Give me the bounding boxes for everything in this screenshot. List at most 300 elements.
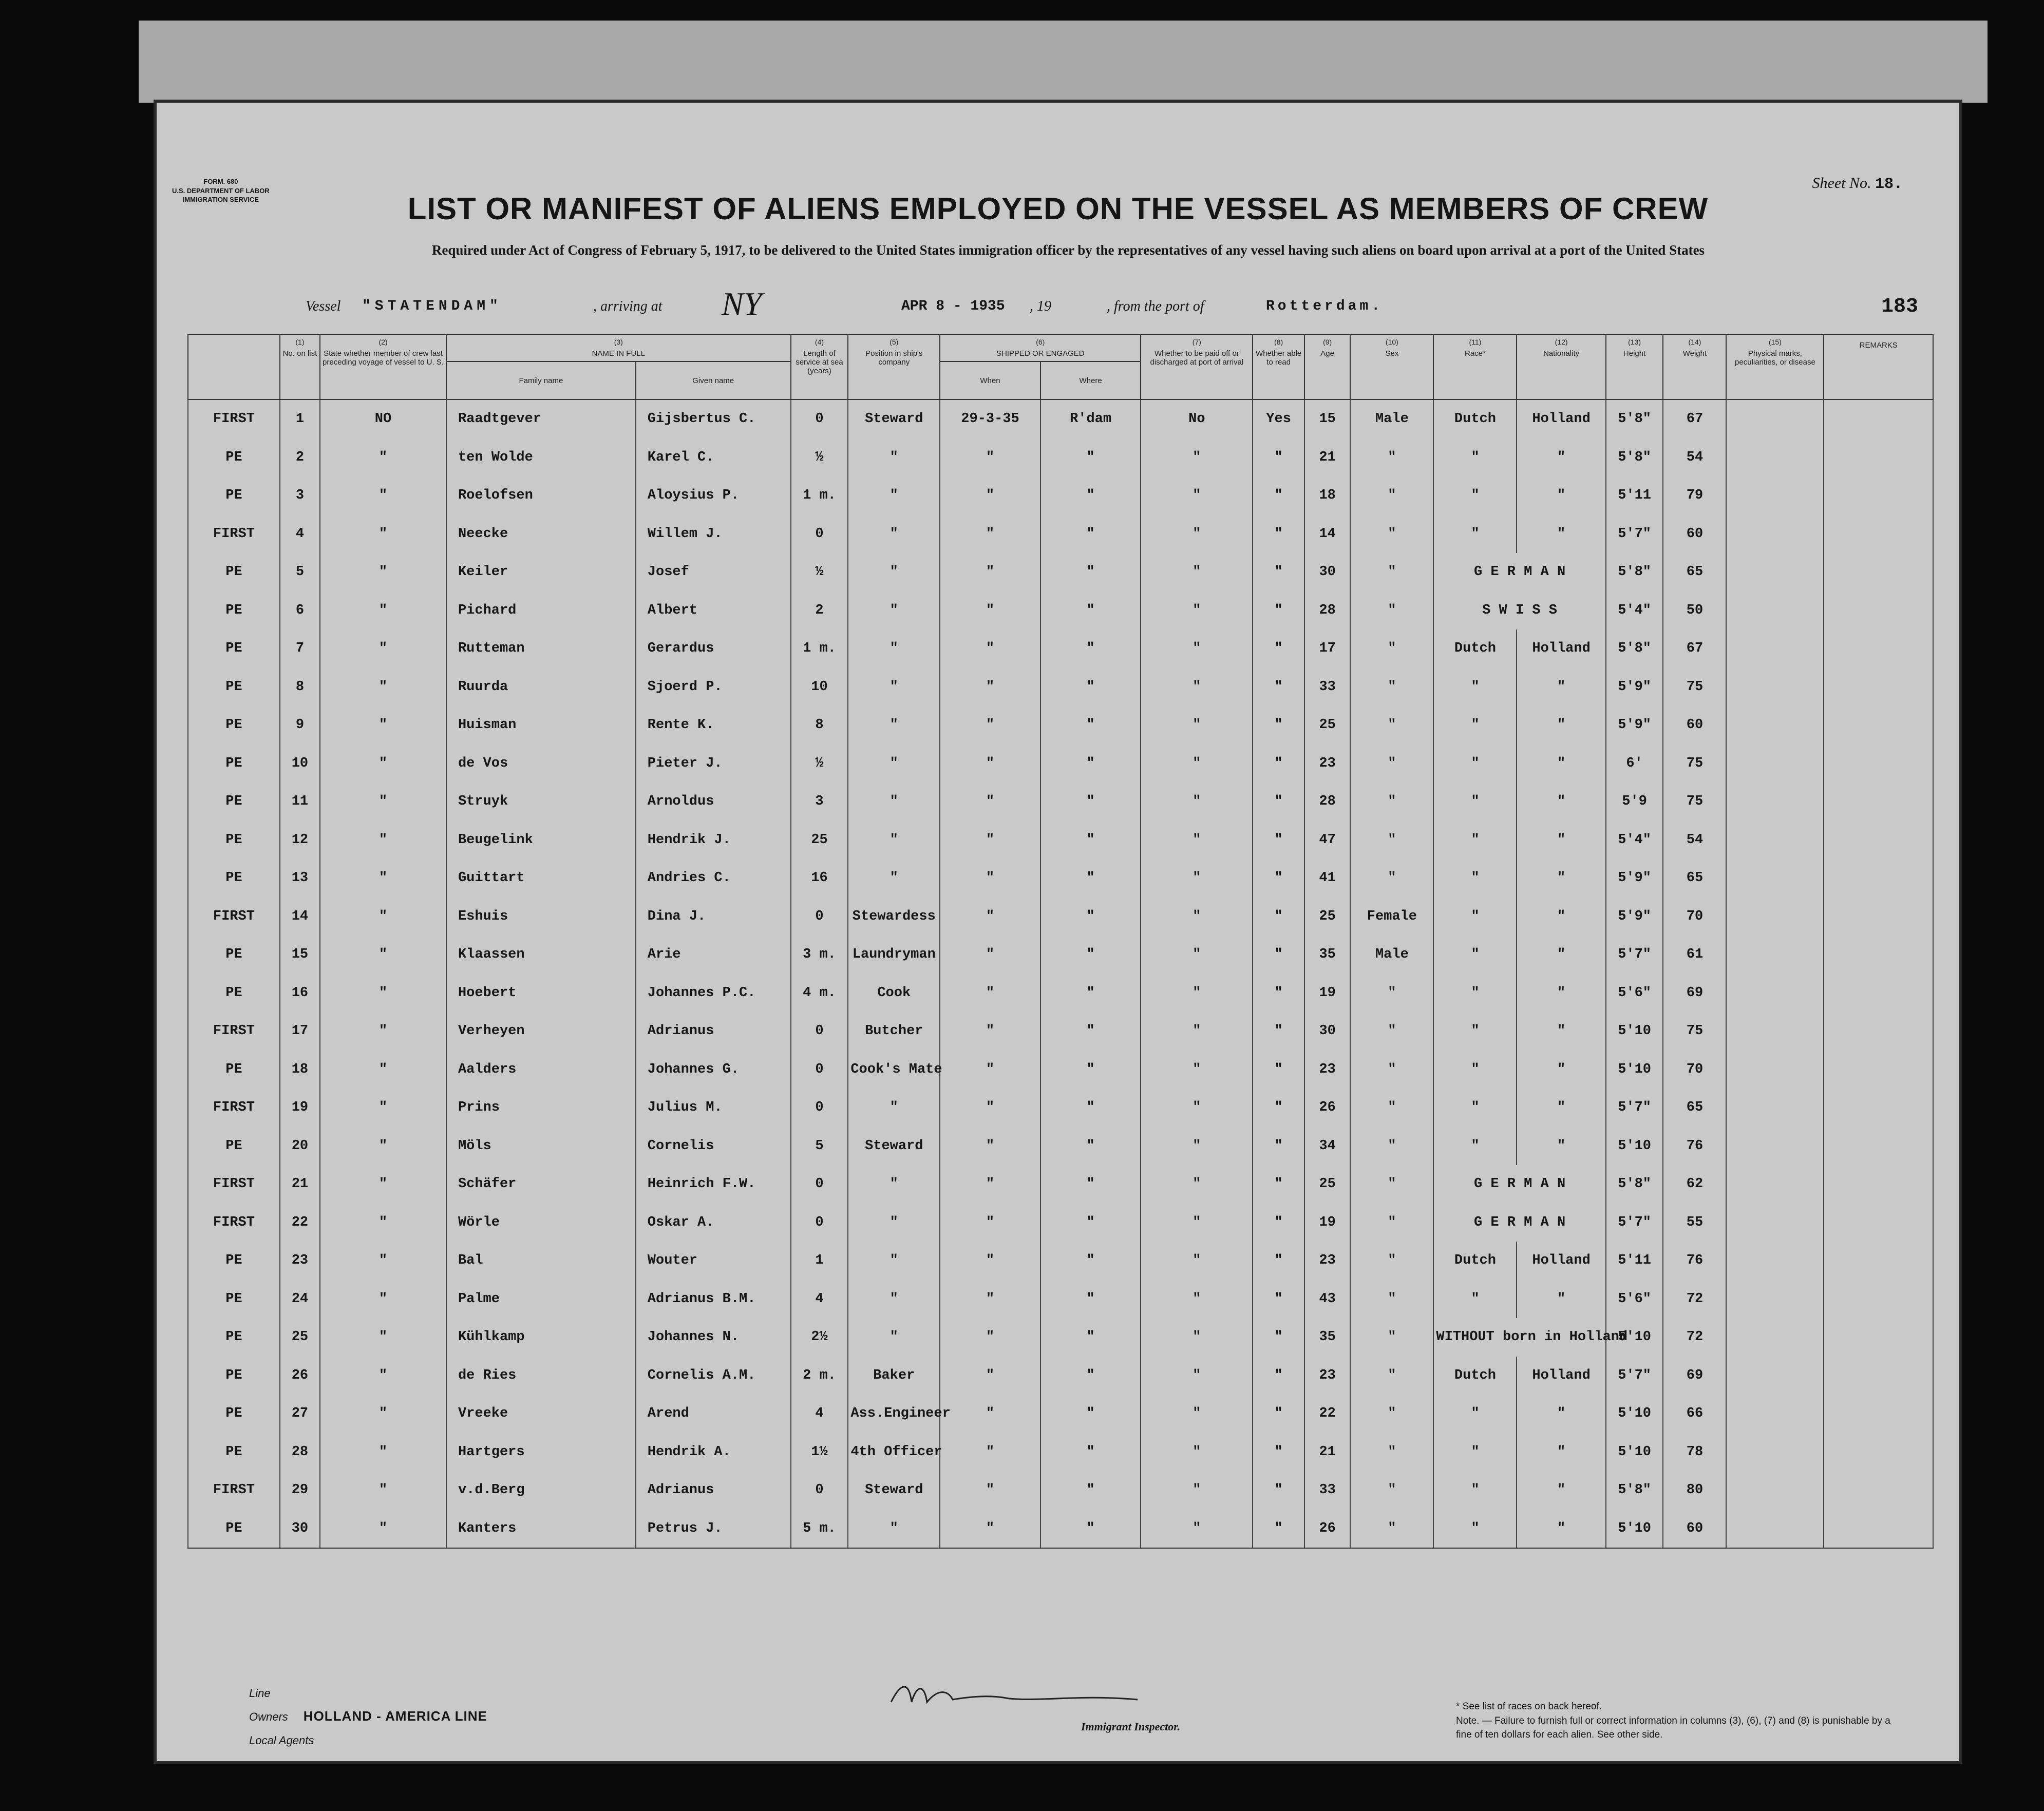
crew-rows — [188, 399, 1933, 1548]
cell-nationality: Holland — [1517, 1357, 1605, 1395]
cell-paid-off: " — [1141, 1204, 1253, 1242]
table-row — [188, 1051, 1933, 1089]
cell-paid-off: " — [1141, 1089, 1253, 1127]
cell-where: " — [1040, 745, 1141, 783]
cell-remarks — [1824, 1433, 1933, 1472]
cell-weight: 79 — [1663, 476, 1726, 515]
cell-sex: " — [1350, 1395, 1433, 1433]
vessel-line — [306, 285, 1898, 322]
cell-race: " — [1433, 1089, 1517, 1127]
cell-prev-voyage: " — [320, 1242, 446, 1280]
cell-sex: " — [1350, 1204, 1433, 1242]
cell-remarks — [1824, 1012, 1933, 1051]
table-row — [188, 1357, 1933, 1395]
cell-age: 14 — [1304, 515, 1350, 554]
inspector-signature — [886, 1679, 1143, 1710]
cell-family-name: Huisman — [446, 706, 636, 745]
cell-where: " — [1040, 936, 1141, 974]
cell-read: " — [1253, 1204, 1304, 1242]
cell-given-name: Adrianus B.M. — [636, 1280, 791, 1319]
cell-given-name: Johannes G. — [636, 1051, 791, 1089]
cell-read: " — [1253, 553, 1304, 592]
cell-weight: 76 — [1663, 1242, 1726, 1280]
cell-age: 26 — [1304, 1510, 1350, 1549]
col-no-header: (1) No. on list — [280, 334, 320, 399]
cell-family-name: Verheyen — [446, 1012, 636, 1051]
cell-age: 41 — [1304, 859, 1350, 898]
cell-no: 4 — [280, 515, 320, 554]
cell-sex: " — [1350, 1510, 1433, 1549]
cell-given-name: Dina J. — [636, 898, 791, 936]
cell-prev-voyage: " — [320, 783, 446, 821]
cell-marks — [1726, 974, 1824, 1013]
cell-read: " — [1253, 859, 1304, 898]
cell-remarks — [1824, 1280, 1933, 1319]
cell-position: " — [848, 553, 940, 592]
cell-class: PE — [188, 630, 280, 668]
cell-age: 17 — [1304, 630, 1350, 668]
col-when-header: When — [940, 361, 1040, 399]
table-row — [188, 592, 1933, 630]
cell-position: Ass.Engineer — [848, 1395, 940, 1433]
cell-position: Steward — [848, 1471, 940, 1510]
manifest-sheet — [157, 103, 1959, 1761]
cell-family-name: Palme — [446, 1280, 636, 1319]
table-row — [188, 821, 1933, 860]
cell-remarks — [1824, 1395, 1933, 1433]
cell-nationality: " — [1517, 706, 1605, 745]
cell-remarks — [1824, 745, 1933, 783]
cell-service: 3 — [791, 783, 848, 821]
cell-service: 2 — [791, 592, 848, 630]
cell-weight: 76 — [1663, 1127, 1726, 1166]
cell-where: " — [1040, 821, 1141, 860]
cell-nationality: " — [1517, 936, 1605, 974]
cell-no: 22 — [280, 1204, 320, 1242]
cell-marks — [1726, 668, 1824, 707]
cell-sex: " — [1350, 515, 1433, 554]
cell-where: " — [1040, 1051, 1141, 1089]
cell-given-name: Julius M. — [636, 1089, 791, 1127]
cell-service: 4 m. — [791, 974, 848, 1013]
cell-nationality: " — [1517, 821, 1605, 860]
cell-read: " — [1253, 974, 1304, 1013]
cell-given-name: Pieter J. — [636, 745, 791, 783]
cell-family-name: Hartgers — [446, 1433, 636, 1472]
cell-position: " — [848, 668, 940, 707]
cell-race: Dutch — [1433, 1357, 1517, 1395]
vessel-label: Vessel — [306, 298, 341, 314]
cell-read: " — [1253, 898, 1304, 936]
cell-service: 0 — [791, 1471, 848, 1510]
cell-family-name: Prins — [446, 1089, 636, 1127]
cell-age: 35 — [1304, 1318, 1350, 1357]
sheet-number-label: Sheet No. — [1812, 175, 1871, 192]
cell-nationality: " — [1517, 859, 1605, 898]
cell-height: 5'10 — [1606, 1433, 1663, 1472]
cell-race: Dutch — [1433, 1242, 1517, 1280]
cell-service: 25 — [791, 821, 848, 860]
cell-no: 10 — [280, 745, 320, 783]
cell-no: 29 — [280, 1471, 320, 1510]
cell-where: " — [1040, 630, 1141, 668]
cell-when: " — [940, 1471, 1040, 1510]
cell-remarks — [1824, 399, 1933, 439]
cell-paid-off: " — [1141, 1242, 1253, 1280]
cell-age: 26 — [1304, 1089, 1350, 1127]
cell-given-name: Willem J. — [636, 515, 791, 554]
cell-weight: 61 — [1663, 936, 1726, 974]
cell-where: " — [1040, 1165, 1141, 1204]
cell-where: " — [1040, 859, 1141, 898]
cell-nationality: " — [1517, 439, 1605, 477]
cell-class: FIRST — [188, 1204, 280, 1242]
cell-given-name: Karel C. — [636, 439, 791, 477]
cell-when: " — [940, 1357, 1040, 1395]
races-footnote: * See list of races on back hereof. — [1456, 1701, 1602, 1712]
col-position-header: (5) Position in ship's company — [848, 334, 940, 399]
cell-family-name: Pichard — [446, 592, 636, 630]
cell-weight: 54 — [1663, 821, 1726, 860]
cell-nationality: " — [1517, 1012, 1605, 1051]
cell-remarks — [1824, 1357, 1933, 1395]
cell-paid-off: " — [1141, 1012, 1253, 1051]
cell-paid-off: " — [1141, 1280, 1253, 1319]
cell-no: 3 — [280, 476, 320, 515]
cell-service: 16 — [791, 859, 848, 898]
cell-service: 4 — [791, 1395, 848, 1433]
col-age-header: (9) Age — [1304, 334, 1350, 399]
cell-remarks — [1824, 476, 1933, 515]
cell-no: 9 — [280, 706, 320, 745]
col-name-header: (3) NAME IN FULL — [446, 334, 791, 361]
cell-no: 6 — [280, 592, 320, 630]
cell-position: " — [848, 821, 940, 860]
cell-service: 2 m. — [791, 1357, 848, 1395]
cell-sex: Male — [1350, 399, 1433, 439]
cell-family-name: Roelofsen — [446, 476, 636, 515]
cell-when: " — [940, 1433, 1040, 1472]
cell-when: " — [940, 553, 1040, 592]
cell-read: " — [1253, 1280, 1304, 1319]
cell-weight: 60 — [1663, 1510, 1726, 1549]
cell-age: 43 — [1304, 1280, 1350, 1319]
cell-prev-voyage: " — [320, 859, 446, 898]
cell-where: " — [1040, 1433, 1141, 1472]
cell-position: " — [848, 706, 940, 745]
owners-stamp: HOLLAND - AMERICA LINE — [303, 1708, 487, 1724]
cell-when: " — [940, 592, 1040, 630]
departure-port: Rotterdam. — [1266, 298, 1384, 314]
cell-class: PE — [188, 592, 280, 630]
cell-paid-off: " — [1141, 859, 1253, 898]
cell-prev-voyage: NO — [320, 399, 446, 439]
cell-no: 28 — [280, 1433, 320, 1472]
cell-prev-voyage: " — [320, 974, 446, 1013]
cell-when: " — [940, 1510, 1040, 1549]
cell-no: 11 — [280, 783, 320, 821]
cell-marks — [1726, 1395, 1824, 1433]
cell-family-name: Kühlkamp — [446, 1318, 636, 1357]
cell-sex: Male — [1350, 936, 1433, 974]
cell-given-name: Cornelis A.M. — [636, 1357, 791, 1395]
cell-class: PE — [188, 745, 280, 783]
cell-race: " — [1433, 439, 1517, 477]
col-given-name-header: Given name — [636, 361, 791, 399]
cell-prev-voyage: " — [320, 1471, 446, 1510]
cell-service: 0 — [791, 1165, 848, 1204]
cell-position: Laundryman — [848, 936, 940, 974]
cell-marks — [1726, 859, 1824, 898]
footer-line: Line — [249, 1687, 271, 1700]
cell-height: 5'7" — [1606, 515, 1663, 554]
cell-when: " — [940, 821, 1040, 860]
cell-no: 27 — [280, 1395, 320, 1433]
cell-nationality: " — [1517, 515, 1605, 554]
cell-race: " — [1433, 1395, 1517, 1433]
cell-weight: 75 — [1663, 783, 1726, 821]
cell-where: " — [1040, 1318, 1141, 1357]
cell-nationality: " — [1517, 668, 1605, 707]
cell-height: 5'8" — [1606, 630, 1663, 668]
cell-sex: " — [1350, 668, 1433, 707]
cell-given-name: Oskar A. — [636, 1204, 791, 1242]
cell-marks — [1726, 936, 1824, 974]
cell-remarks — [1824, 821, 1933, 860]
cell-height: 5'9 — [1606, 783, 1663, 821]
cell-race: " — [1433, 821, 1517, 860]
cell-when: " — [940, 1012, 1040, 1051]
cell-class: PE — [188, 783, 280, 821]
cell-when: " — [940, 1089, 1040, 1127]
cell-sex: " — [1350, 1089, 1433, 1127]
cell-when: " — [940, 668, 1040, 707]
cell-age: 25 — [1304, 706, 1350, 745]
cell-given-name: Arend — [636, 1395, 791, 1433]
cell-prev-voyage: " — [320, 706, 446, 745]
cell-sex: " — [1350, 745, 1433, 783]
cell-marks — [1726, 1127, 1824, 1166]
cell-remarks — [1824, 1510, 1933, 1549]
cell-nationality: " — [1517, 1395, 1605, 1433]
cell-marks — [1726, 1012, 1824, 1051]
cell-given-name: Aloysius P. — [636, 476, 791, 515]
cell-race: " — [1433, 476, 1517, 515]
cell-paid-off: " — [1141, 1471, 1253, 1510]
cell-weight: 75 — [1663, 668, 1726, 707]
cell-paid-off: " — [1141, 1433, 1253, 1472]
cell-service: 5 — [791, 1127, 848, 1166]
cell-class: PE — [188, 706, 280, 745]
cell-when: " — [940, 1395, 1040, 1433]
cell-where: " — [1040, 1012, 1141, 1051]
cell-when: " — [940, 783, 1040, 821]
table-row — [188, 974, 1933, 1013]
cell-family-name: Bal — [446, 1242, 636, 1280]
cell-read: " — [1253, 668, 1304, 707]
cell-family-name: Wörle — [446, 1204, 636, 1242]
cell-marks — [1726, 553, 1824, 592]
cell-service: 0 — [791, 515, 848, 554]
table-row — [188, 1242, 1933, 1280]
cell-age: 30 — [1304, 1012, 1350, 1051]
cell-age: 15 — [1304, 399, 1350, 439]
cell-position: " — [848, 1242, 940, 1280]
cell-age: 30 — [1304, 553, 1350, 592]
cell-given-name: Sjoerd P. — [636, 668, 791, 707]
cell-class: PE — [188, 1318, 280, 1357]
year-label: , 19 — [1030, 298, 1051, 314]
footer-owners: Owners HOLLAND - AMERICA LINE — [249, 1708, 487, 1724]
cell-read: " — [1253, 630, 1304, 668]
cell-marks — [1726, 706, 1824, 745]
cell-race: " — [1433, 783, 1517, 821]
cell-family-name: Keiler — [446, 553, 636, 592]
cell-paid-off: " — [1141, 745, 1253, 783]
form-service: IMMIGRATION SERVICE — [182, 196, 259, 204]
cell-nationality: " — [1517, 898, 1605, 936]
cell-marks — [1726, 745, 1824, 783]
cell-when: 29-3-35 — [940, 399, 1040, 439]
cell-given-name: Arnoldus — [636, 783, 791, 821]
cell-remarks — [1824, 1051, 1933, 1089]
cell-sex: " — [1350, 1471, 1433, 1510]
cell-service: 1 m. — [791, 630, 848, 668]
cell-sex: " — [1350, 821, 1433, 860]
inspector-label: Immigrant Inspector. — [1081, 1720, 1181, 1733]
cell-read: " — [1253, 936, 1304, 974]
cell-prev-voyage: " — [320, 936, 446, 974]
cell-prev-voyage: " — [320, 515, 446, 554]
table-row — [188, 1318, 1933, 1357]
cell-race: WITHOUT born in Holland — [1433, 1318, 1605, 1357]
cell-no: 15 — [280, 936, 320, 974]
cell-class: PE — [188, 1510, 280, 1549]
cell-weight: 60 — [1663, 515, 1726, 554]
cell-when: " — [940, 1318, 1040, 1357]
table-row — [188, 1471, 1933, 1510]
cell-weight: 66 — [1663, 1395, 1726, 1433]
cell-paid-off: " — [1141, 553, 1253, 592]
cell-read: " — [1253, 1510, 1304, 1549]
cell-remarks — [1824, 515, 1933, 554]
cell-age: 19 — [1304, 974, 1350, 1013]
cell-race: S W I S S — [1433, 592, 1605, 630]
cell-nationality: " — [1517, 1280, 1605, 1319]
cell-weight: 75 — [1663, 745, 1726, 783]
page-subtitle: Required under Act of Congress of February 5, 1917, to be delivered to the United States immigration officer by the representatives of any vessel having such aliens on board upon arrival at a port of the United States — [431, 242, 1705, 258]
cell-prev-voyage: " — [320, 1165, 446, 1204]
cell-read: " — [1253, 706, 1304, 745]
cell-family-name: Klaassen — [446, 936, 636, 974]
cell-age: 34 — [1304, 1127, 1350, 1166]
cell-family-name: Beugelink — [446, 821, 636, 860]
cell-when: " — [940, 1051, 1040, 1089]
cell-remarks — [1824, 668, 1933, 707]
cell-race: " — [1433, 1433, 1517, 1472]
cell-race: Dutch — [1433, 630, 1517, 668]
cell-when: " — [940, 1204, 1040, 1242]
cell-no: 24 — [280, 1280, 320, 1319]
cell-position: " — [848, 515, 940, 554]
cell-sex: " — [1350, 1280, 1433, 1319]
cell-when: " — [940, 1242, 1040, 1280]
cell-race: G E R M A N — [1433, 1204, 1605, 1242]
cell-marks — [1726, 1471, 1824, 1510]
cell-service: ½ — [791, 439, 848, 477]
cell-class: FIRST — [188, 1089, 280, 1127]
cell-height: 5'9" — [1606, 859, 1663, 898]
cell-weight: 60 — [1663, 706, 1726, 745]
cell-when: " — [940, 515, 1040, 554]
cell-weight: 65 — [1663, 1089, 1726, 1127]
cell-where: " — [1040, 668, 1141, 707]
table-row — [188, 936, 1933, 974]
cell-read: Yes — [1253, 399, 1304, 439]
cell-position: " — [848, 592, 940, 630]
col-weight-header: (14) Weight — [1663, 334, 1726, 399]
cell-remarks — [1824, 1471, 1933, 1510]
cell-when: " — [940, 859, 1040, 898]
cell-prev-voyage: " — [320, 476, 446, 515]
cell-class: FIRST — [188, 399, 280, 439]
cell-no: 14 — [280, 898, 320, 936]
cell-position: " — [848, 476, 940, 515]
cell-sex: " — [1350, 1318, 1433, 1357]
cell-family-name: de Vos — [446, 745, 636, 783]
cell-height: 5'7" — [1606, 1204, 1663, 1242]
cell-height: 5'7" — [1606, 1357, 1663, 1395]
cell-family-name: Neecke — [446, 515, 636, 554]
cell-nationality: " — [1517, 783, 1605, 821]
cell-paid-off: " — [1141, 668, 1253, 707]
cell-no: 5 — [280, 553, 320, 592]
table-row — [188, 399, 1933, 439]
cell-class: PE — [188, 1242, 280, 1280]
cell-class: FIRST — [188, 1165, 280, 1204]
cell-marks — [1726, 821, 1824, 860]
cell-where: " — [1040, 1280, 1141, 1319]
cell-age: 22 — [1304, 1395, 1350, 1433]
arrival-date: APR 8 - 1935 — [901, 298, 1005, 314]
cell-given-name: Gerardus — [636, 630, 791, 668]
cell-family-name: Hoebert — [446, 974, 636, 1013]
cell-class: PE — [188, 936, 280, 974]
cell-family-name: v.d.Berg — [446, 1471, 636, 1510]
cell-nationality: " — [1517, 476, 1605, 515]
cell-service: 8 — [791, 706, 848, 745]
cell-service: 0 — [791, 1204, 848, 1242]
cell-prev-voyage: " — [320, 1127, 446, 1166]
cell-given-name: Adrianus — [636, 1012, 791, 1051]
cell-no: 1 — [280, 399, 320, 439]
cell-class: PE — [188, 553, 280, 592]
cell-given-name: Johannes P.C. — [636, 974, 791, 1013]
col-paid-off-header: (7) Whether to be paid off or discharged at port of arrival — [1141, 334, 1253, 399]
cell-class: PE — [188, 974, 280, 1013]
cell-paid-off: " — [1141, 936, 1253, 974]
cell-where: " — [1040, 515, 1141, 554]
cell-class: FIRST — [188, 1471, 280, 1510]
cell-read: " — [1253, 1357, 1304, 1395]
cell-race: " — [1433, 898, 1517, 936]
table-row — [188, 1204, 1933, 1242]
cell-prev-voyage: " — [320, 1280, 446, 1319]
cell-class: PE — [188, 1433, 280, 1472]
cell-no: 12 — [280, 821, 320, 860]
cell-weight: 75 — [1663, 1012, 1726, 1051]
cell-remarks — [1824, 1204, 1933, 1242]
